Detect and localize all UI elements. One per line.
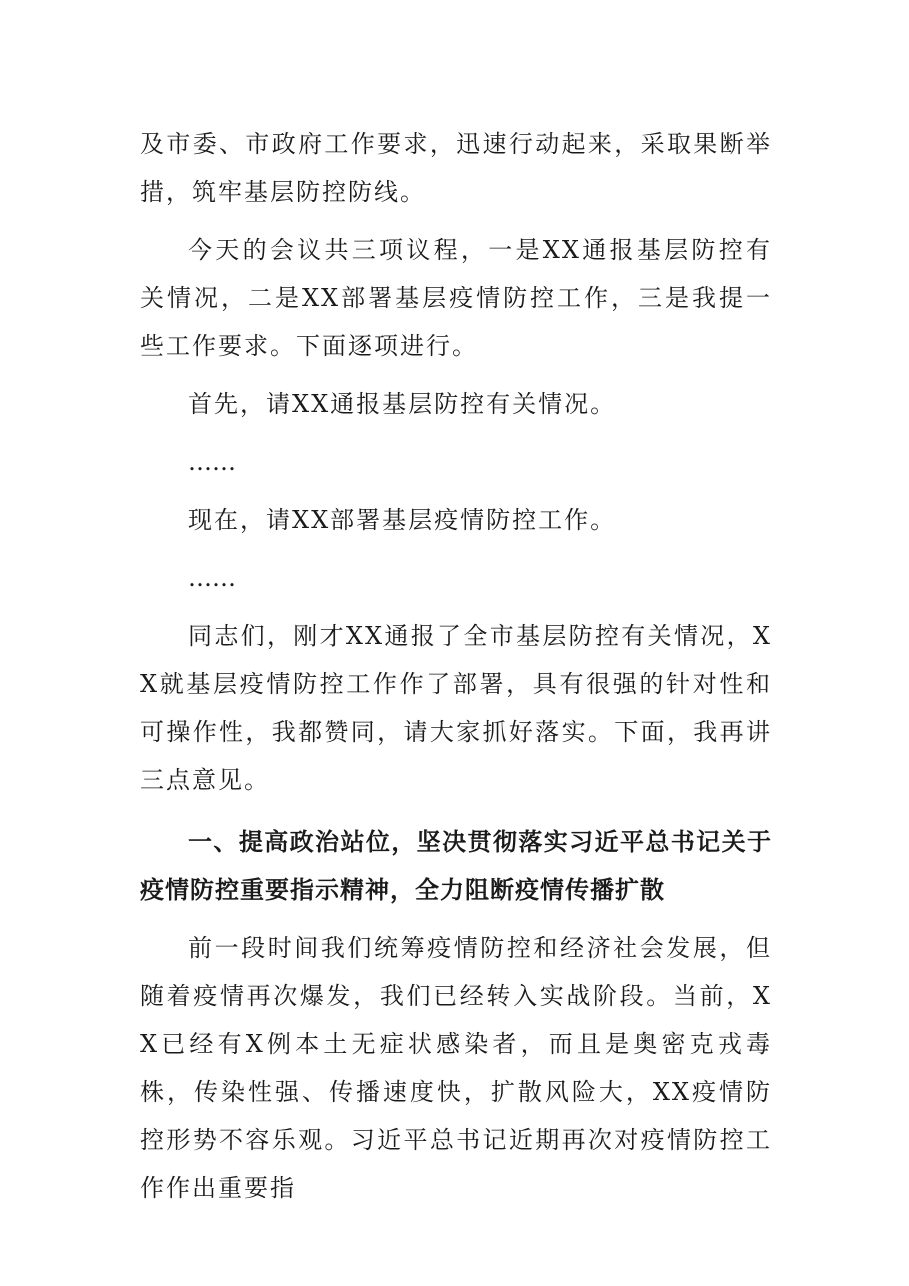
paragraph-first-item: 首先，请XX通报基层防控有关情况。 bbox=[188, 390, 617, 418]
document-page bbox=[140, 120, 772, 1222]
paragraph-section-1-body: 前一段时间我们统筹疫情防控和经济社会发展，但随着疫情再次爆发，我们已经转入实战阶段。当前，XX已经有X例本土无症状感染者，而且是奥密克戎毒株，传染性强、传播速度快，扩散风险大，XX疫情防控形势不容乐观。习近平总书记近期再次对疫情防控工作作出重要指 bbox=[140, 934, 772, 1202]
ellipsis-2: …… bbox=[188, 564, 236, 592]
paragraph-continuation: 及市委、市政府工作要求，迅速行动起来，采取果断举措，筑牢基层防控防线。 bbox=[140, 130, 772, 206]
paragraph-agenda: 今天的会议共三项议程，一是XX通报基层防控有关情况，二是XX部署基层疫情防控工作，三是我提一些工作要求。下面逐项进行。 bbox=[140, 236, 772, 360]
section-heading-1: 一、提高政治站位，坚决贯彻落实习近平总书记关于疫情防控重要指示精神，全力阻断疫情传播扩散 bbox=[140, 828, 772, 904]
ellipsis-1: …… bbox=[188, 448, 236, 476]
paragraph-second-item: 现在，请XX部署基层疫情防控工作。 bbox=[188, 506, 617, 534]
paragraph-summary: 同志们，刚才XX通报了全市基层防控有关情况，XX就基层疫情防控工作作了部署，具有很强的针对性和可操作性，我都赞同，请大家抓好落实。下面，我再讲三点意见。 bbox=[140, 622, 772, 794]
